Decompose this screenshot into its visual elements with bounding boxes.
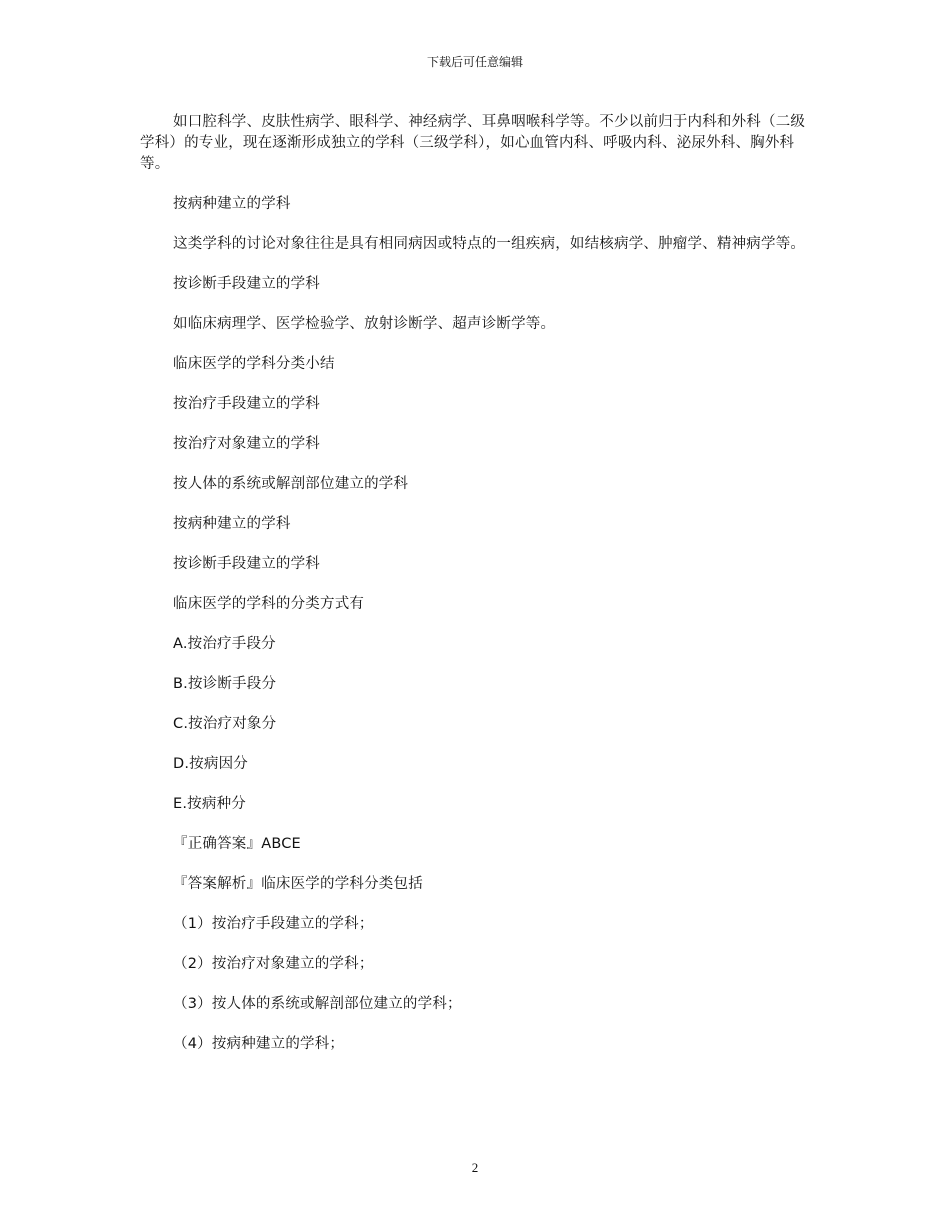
summary-heading: 临床医学的学科分类小结 [173,356,335,372]
summary-item-5: 按诊断手段建立的学科 [173,556,320,572]
option-d: D.按病因分 [173,756,248,772]
summary-item-4: 按病种建立的学科 [173,516,291,532]
option-c: C.按治疗对象分 [173,716,277,732]
question-stem: 临床医学的学科的分类方式有 [173,596,365,612]
page-header-note: 下载后可任意编辑 [426,55,523,69]
paragraph-by-disease: 这类学科的讨论对象往往是具有相同病因或特点的一组疾病，如结核病学、肿瘤学、精神病学等。 [173,236,806,252]
option-b: B.按诊断手段分 [173,676,277,692]
summary-item-3: 按人体的系统或解剖部位建立的学科 [173,476,409,492]
section-heading-by-disease: 按病种建立的学科 [173,196,291,212]
paragraph-by-diagnosis: 如临床病理学、医学检验学、放射诊断学、超声诊断学等。 [173,316,556,332]
explanation-item-4: （4）按病种建立的学科； [173,1036,345,1052]
explanation-item-1: （1）按治疗手段建立的学科； [173,916,374,932]
section-heading-by-diagnosis: 按诊断手段建立的学科 [173,276,320,292]
paragraph-1: 如口腔科学、皮肤性病学、眼科学、神经病学、耳鼻咽喉科学等。不少以前归于内科和外科（二级学科）的专业，现在逐渐形成独立的学科（三级学科），如心血管内科、呼吸内科、泌尿外科、胸外科等。 [140,114,806,172]
summary-item-1: 按治疗手段建立的学科 [173,396,320,412]
option-a: A.按治疗手段分 [173,636,276,652]
document-body [140,112,810,1074]
explanation-item-2: （2）按治疗对象建立的学科； [173,956,374,972]
page-number: 2 [471,1160,479,1175]
option-e: E.按病种分 [173,796,246,812]
summary-item-2: 按治疗对象建立的学科 [173,436,320,452]
answer-explanation: 『答案解析』临床医学的学科分类包括 [173,876,423,892]
explanation-item-3: （3）按人体的系统或解剖部位建立的学科； [173,996,462,1012]
correct-answer: 『正确答案』ABCE [173,836,301,852]
